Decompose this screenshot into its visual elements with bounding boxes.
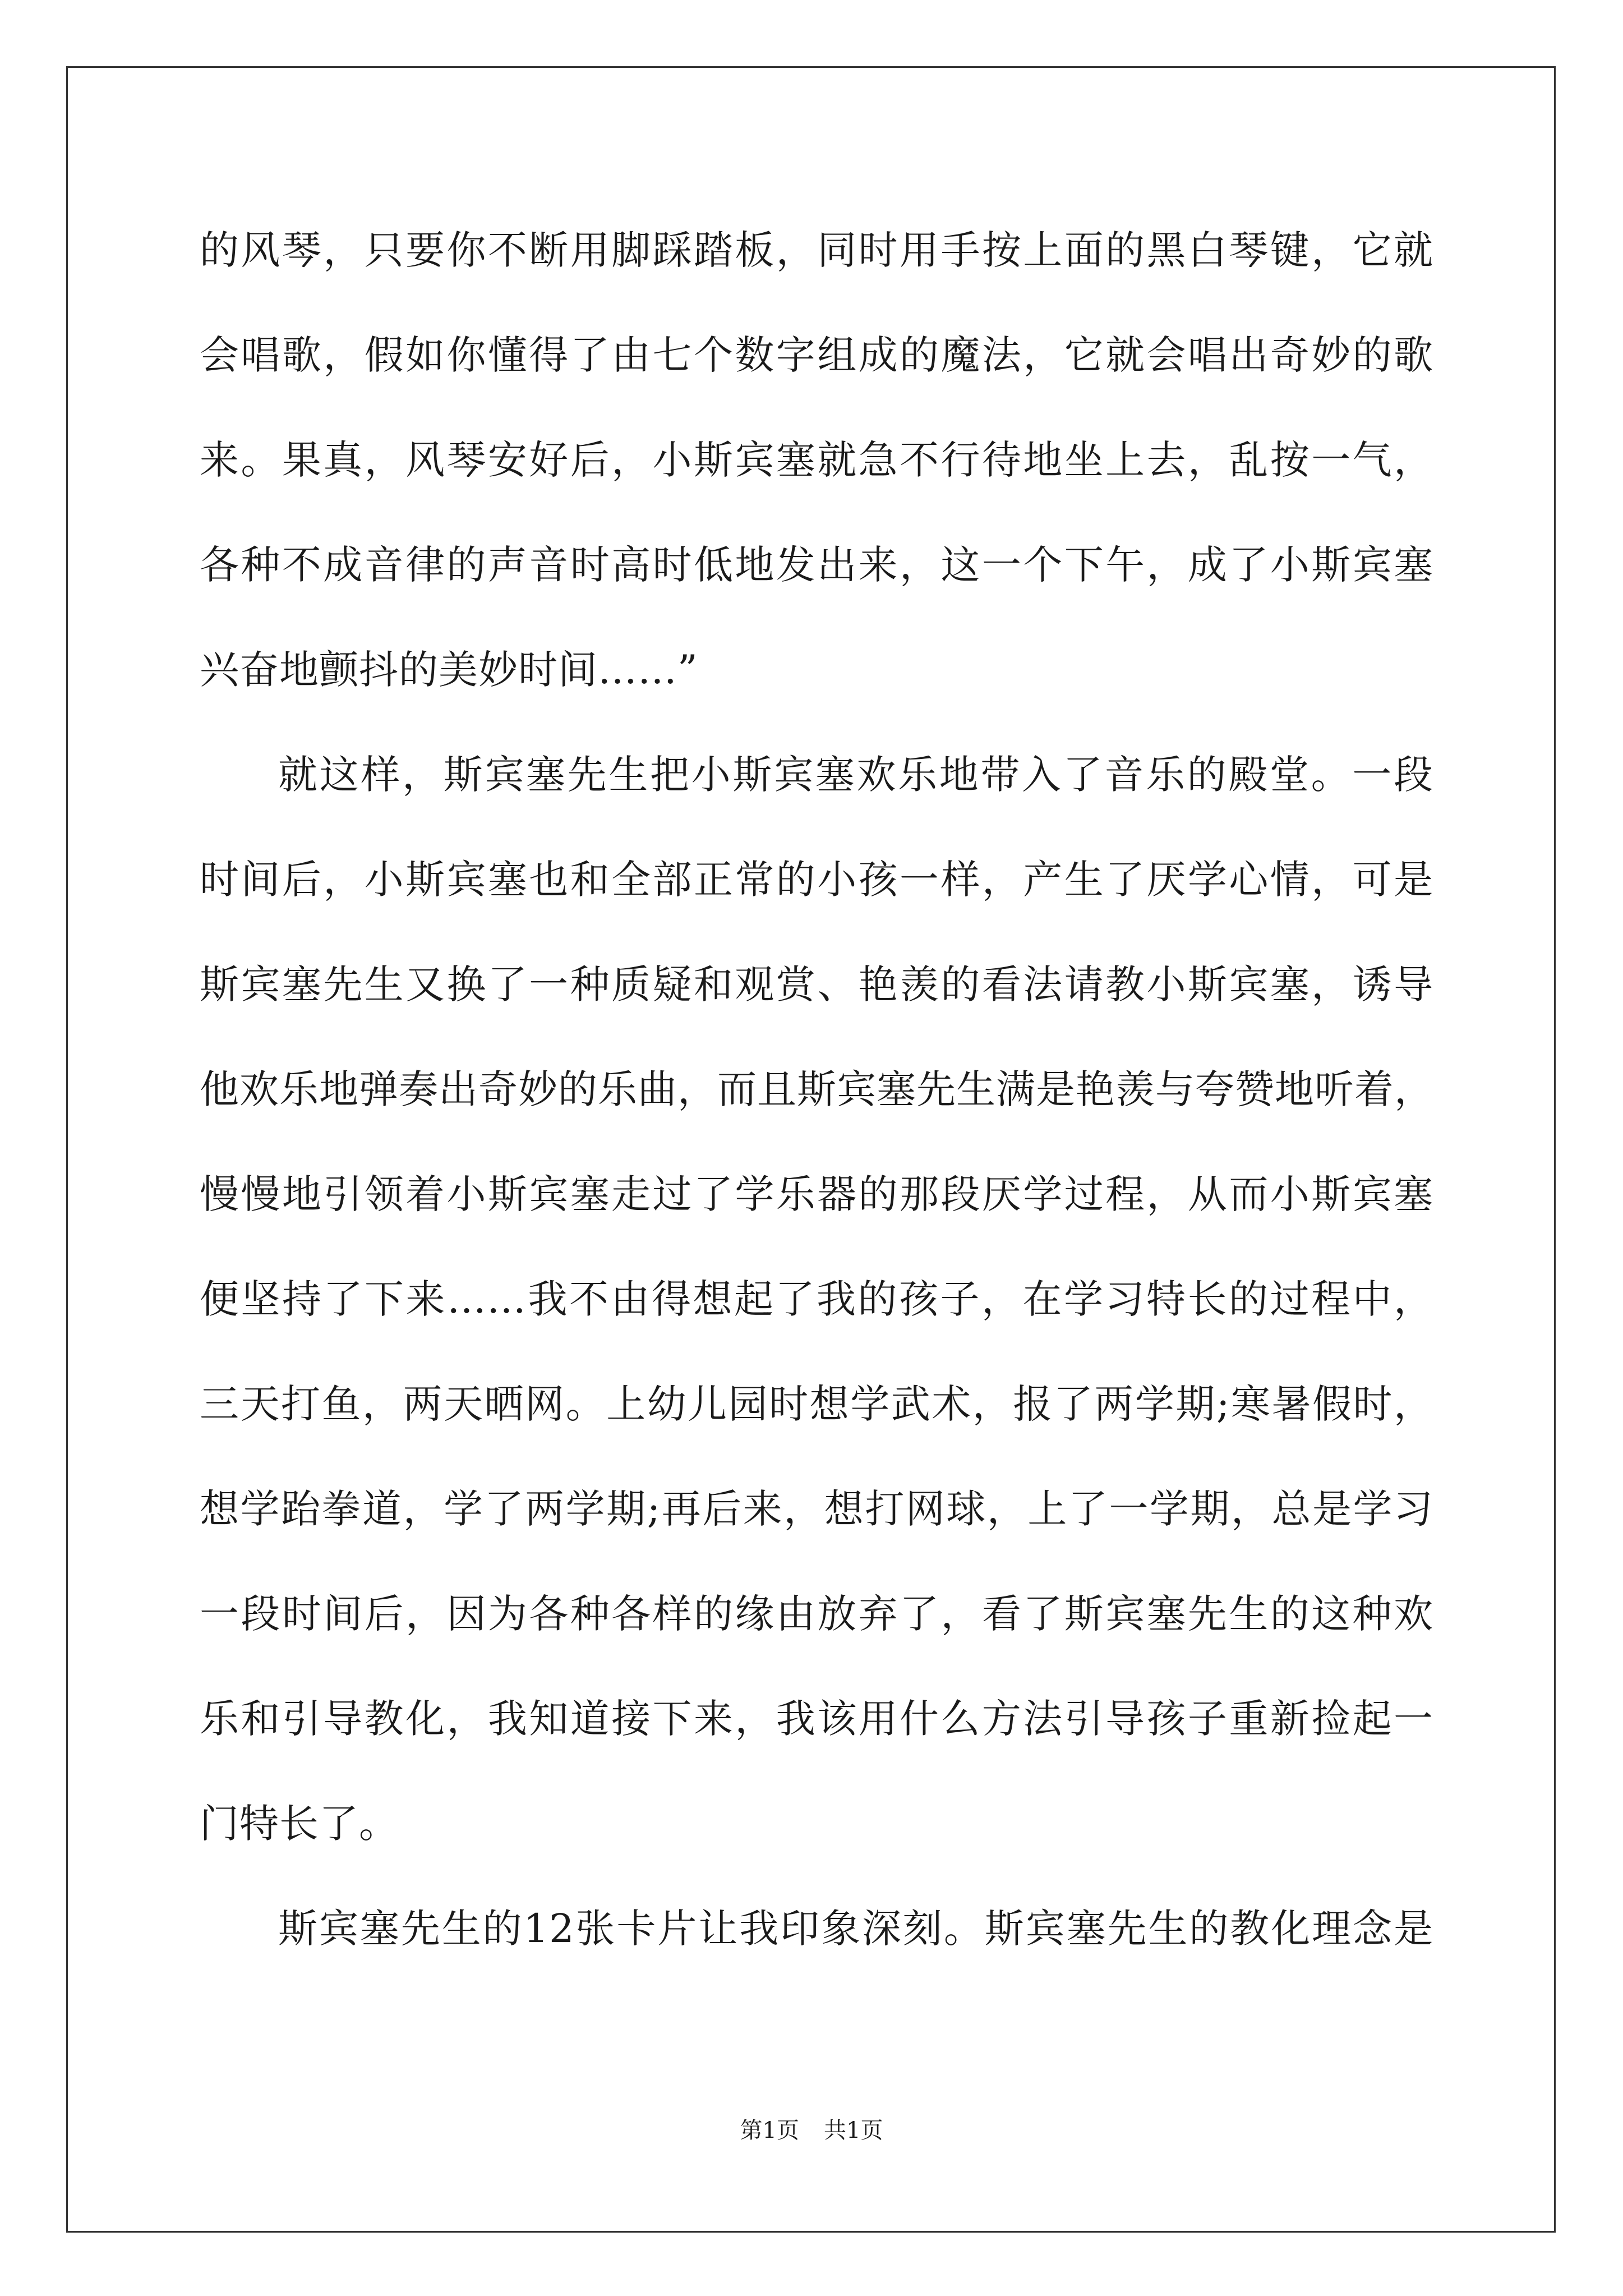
paragraph-first-line: 就这样，斯宾塞先生把小斯宾塞欢乐地带入了音乐的殿堂。一段 xyxy=(278,752,1433,798)
text-line: 兴奋地颤抖的美妙时间……” xyxy=(200,647,698,693)
text-line: 乐和引导教化，我知道接下来，我该用什么方法引导孩子重新捡起一 xyxy=(200,1696,1433,1742)
text-line: 的风琴，只要你不断用脚踩踏板，同时用手按上面的黑白琴键，它就 xyxy=(200,227,1433,273)
text-line: 慢慢地引领着小斯宾塞走过了学乐器的那段厌学过程，从而小斯宾塞 xyxy=(200,1171,1433,1217)
page-number: 第1页 xyxy=(740,2118,799,2143)
text-line: 一段时间后，因为各种各样的缘由放弃了，看了斯宾塞先生的这种欢 xyxy=(200,1591,1433,1637)
text-line: 各种不成音律的声音时高时低地发出来，这一个下午，成了小斯宾塞 xyxy=(200,542,1433,588)
text-line: 斯宾塞先生又换了一种质疑和观赏、艳羡的看法请教小斯宾塞，诱导 xyxy=(200,961,1433,1007)
page-footer xyxy=(0,2115,1623,2146)
text-line: 便坚持了下来……我不由得想起了我的孩子，在学习特长的过程中， xyxy=(200,1276,1433,1322)
text-line: 想学跆拳道，学了两学期;再后来，想打网球，上了一学期，总是学习 xyxy=(200,1486,1433,1532)
paragraph-first-line: 斯宾塞先生的12张卡片让我印象深刻。斯宾塞先生的教化理念是 xyxy=(278,1906,1433,1952)
text-line: 门特长了。 xyxy=(200,1801,399,1847)
text-line: 他欢乐地弹奏出奇妙的乐曲，而且斯宾塞先生满是艳羡与夸赞地听着， xyxy=(200,1066,1434,1112)
text-line: 时间后，小斯宾塞也和全部正常的小孩一样，产生了厌学心情，可是 xyxy=(200,857,1433,903)
text-line: 来。果真，风琴安好后，小斯宾塞就急不行待地坐上去，乱按一气， xyxy=(200,437,1433,483)
page-total: 共1页 xyxy=(824,2118,883,2143)
text-line: 三天打鱼，两天晒网。上幼儿园时想学武术，报了两学期;寒暑假时， xyxy=(200,1381,1433,1427)
text-line: 会唱歌，假如你懂得了由七个数字组成的魔法，它就会唱出奇妙的歌 xyxy=(200,332,1433,378)
